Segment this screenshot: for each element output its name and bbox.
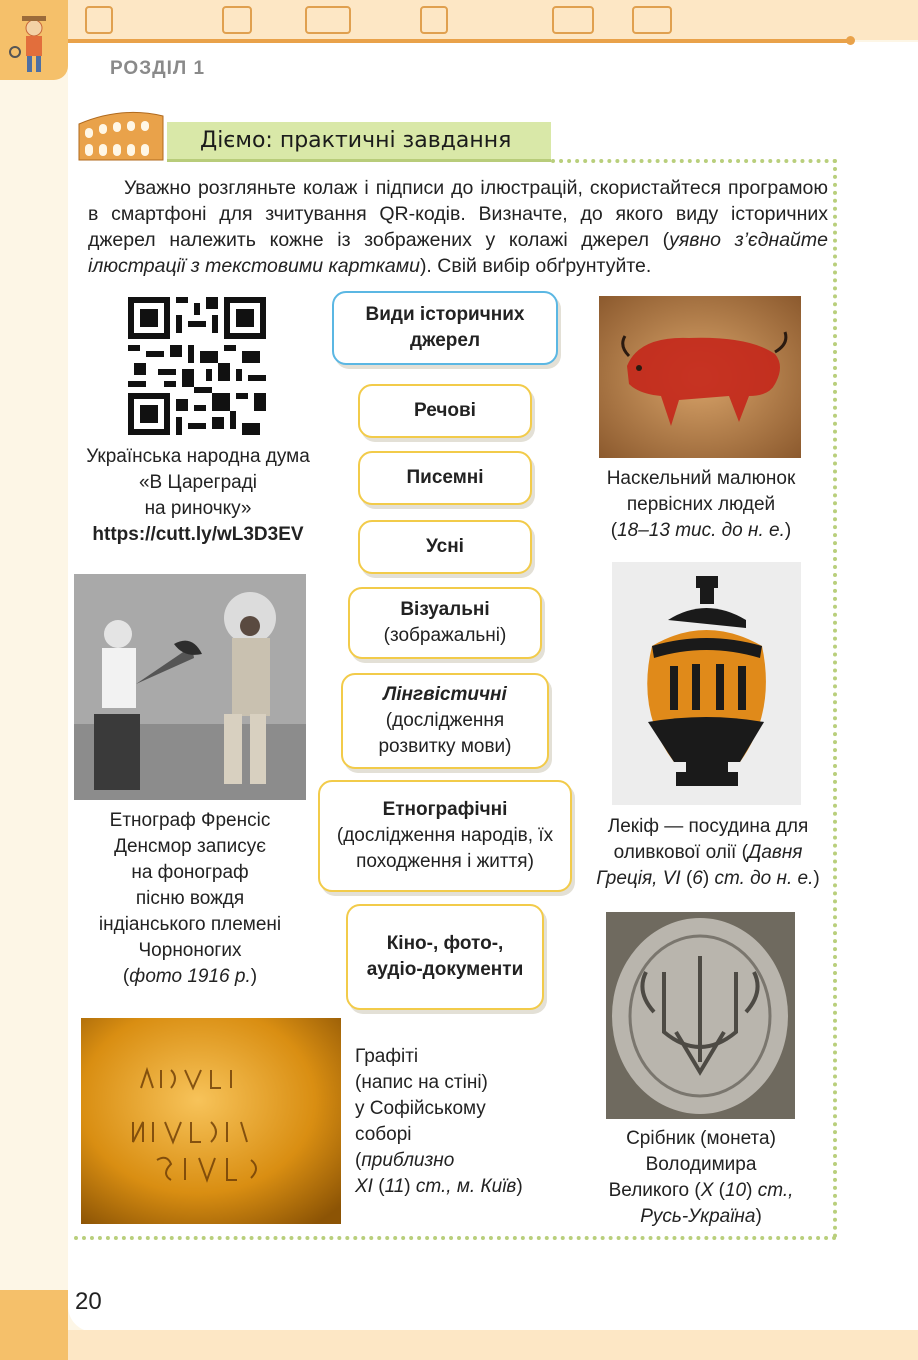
- graffiti-caption-line: (приблизно: [355, 1150, 455, 1171]
- cave-caption: [580, 466, 822, 544]
- cave-caption-line: первісних людей: [626, 494, 776, 515]
- graffiti-caption-italic: приблизно: [361, 1150, 455, 1171]
- coin-image: [606, 912, 795, 1119]
- card-ethnographic-title: Етнографічні: [382, 799, 508, 820]
- graffiti-caption-italic: ст., м. Київ: [415, 1176, 517, 1197]
- header-band: [0, 0, 918, 40]
- duma-title-line: Українська народна дума: [86, 446, 310, 467]
- lekythos-caption-line: Греція, VI (6) ст. до н. е.): [596, 868, 820, 889]
- graffiti-caption-italic: XI: [355, 1176, 373, 1197]
- graffiti-century-number: 11: [384, 1176, 405, 1197]
- densmore-date: (фото 1916 р.): [122, 966, 258, 987]
- card-visual-title: Візуальні: [400, 599, 490, 620]
- graffiti-caption-line: у Софійському: [355, 1098, 486, 1119]
- coin-century-number: 10: [724, 1180, 747, 1201]
- duma-title-line: «В Цареграді: [138, 472, 258, 493]
- pyramids-icon: [632, 6, 672, 34]
- card-visual[interactable]: [348, 587, 542, 659]
- frame-border-bottom: [74, 1236, 837, 1240]
- densmore-caption-line: на фонограф: [131, 862, 249, 883]
- cave-caption-line: Наскельний малюнок: [606, 468, 796, 489]
- lekythos-caption-italic: Давня: [747, 842, 803, 863]
- card-material[interactable]: [358, 384, 532, 438]
- densmore-caption-line: індіанського племені: [98, 914, 282, 935]
- graffiti-caption-line: Графіті: [355, 1046, 419, 1067]
- lekythos-image: [612, 562, 801, 805]
- frame-border-right: [833, 159, 837, 1239]
- densmore-photo: [74, 574, 306, 800]
- densmore-caption-line: Чорноногих: [138, 940, 242, 961]
- footer-band: [68, 1330, 918, 1360]
- coliseum-icon: [75, 102, 167, 162]
- intro-text: Уважно розгляньте колаж і підписи до ілюстрацій, скористайтеся програмою в смартфоні для зчитування QR-кодів. Визначте, до якого виду історичних джерел належить кожне із зображених у колажі джерел (: [88, 177, 828, 251]
- footer-corner: [0, 1290, 68, 1360]
- coin-caption-italic: X: [700, 1180, 714, 1201]
- coin-caption-italic: Русь-Україна: [640, 1206, 756, 1227]
- card-ethnographic-subtitle: (дослідження народів, їх походження і життя): [336, 825, 554, 872]
- coin-caption: [586, 1126, 816, 1230]
- section-label: РОЗДІЛ 1: [110, 58, 206, 79]
- duma-caption: [62, 444, 334, 548]
- corner-decoration: [0, 0, 68, 80]
- frame-border-top: [551, 159, 837, 163]
- temple-icon: [222, 6, 252, 34]
- coin-caption-italic: ст.,: [757, 1180, 794, 1201]
- lekythos-caption-italic: Греція, VI: [596, 868, 681, 889]
- card-written-label: Писемні: [406, 467, 484, 488]
- treasure-chest-icon: [85, 6, 113, 34]
- coin-caption-line: Русь-Україна): [640, 1206, 762, 1227]
- graffiti-caption-line: соборі: [355, 1124, 412, 1145]
- densmore-caption-line: пісню вождя: [135, 888, 245, 909]
- coin-caption-line: Великого (X (10) ст.,: [608, 1180, 794, 1201]
- intro-italic: уявно з’єднайте ілюстрації з текстовими картками: [88, 229, 828, 277]
- card-source-types[interactable]: [332, 291, 558, 365]
- task-title: Діємо: практичні завдання: [200, 128, 512, 153]
- densmore-caption-line: Денсмор записує: [114, 836, 266, 857]
- card-oral[interactable]: [358, 520, 532, 574]
- card-linguistic-subtitle: (дослідження розвитку мови): [378, 710, 512, 757]
- task-instructions: [88, 175, 828, 279]
- graffiti-caption-line: XI (11) ст., м. Київ): [355, 1176, 523, 1197]
- densmore-caption: [62, 808, 318, 990]
- page-number: 20: [75, 1288, 102, 1315]
- cave-date: (18–13 тис. до н. е.): [610, 520, 792, 541]
- coin-caption-line: Володимира: [645, 1154, 757, 1175]
- lekythos-caption-text: оливкової олії (: [613, 842, 748, 863]
- amphora-icon: [420, 6, 448, 34]
- graffiti-caption-line: (напис на стіні): [355, 1072, 488, 1093]
- header-rule: [68, 39, 848, 43]
- card-media[interactable]: [346, 904, 544, 1010]
- coin-caption-line: Срібник (монета): [626, 1128, 776, 1149]
- card-media-label: Кіно-, фото-, аудіо-документи: [366, 933, 524, 980]
- duma-title-line: на риночку»: [144, 498, 252, 519]
- card-source-types-label: Види історичних джерел: [365, 304, 525, 351]
- card-linguistic[interactable]: [341, 673, 549, 769]
- header-rule-dot: [846, 36, 855, 45]
- cave-painting-image: [599, 296, 801, 458]
- castle-icon: [305, 6, 351, 34]
- card-linguistic-title: Лінгвістичні: [383, 684, 507, 705]
- qr-code[interactable]: [128, 297, 266, 435]
- intro-text-end: ). Свій вибір обґрунтуйте.: [419, 255, 652, 277]
- book-magnifier-icon: [552, 6, 594, 34]
- cave-date-value: 18–13 тис. до н. е.: [617, 520, 785, 541]
- lekythos-caption-line: [582, 840, 834, 866]
- densmore-caption-line: Етнограф Френсіс: [109, 810, 271, 831]
- card-oral-label: Усні: [426, 536, 464, 557]
- graffiti-image: [81, 1018, 341, 1224]
- lekythos-caption: [582, 814, 834, 892]
- card-ethnographic[interactable]: [318, 780, 572, 892]
- card-material-label: Речові: [414, 400, 476, 421]
- explorer-icon: [0, 0, 68, 80]
- card-visual-subtitle: (зображальні): [383, 625, 507, 646]
- duma-link[interactable]: https://cutt.ly/wL3D3EV: [92, 524, 304, 545]
- densmore-date-value: фото 1916 р.: [129, 966, 251, 987]
- lekythos-caption-line: Лекіф — посудина для: [607, 816, 809, 837]
- coin-caption-text: Великого (: [608, 1180, 701, 1201]
- graffiti-caption: [355, 1044, 555, 1200]
- lekythos-caption-italic: ст. до н. е.: [714, 868, 814, 889]
- lekythos-century-number: 6: [692, 868, 703, 889]
- card-written[interactable]: [358, 451, 532, 505]
